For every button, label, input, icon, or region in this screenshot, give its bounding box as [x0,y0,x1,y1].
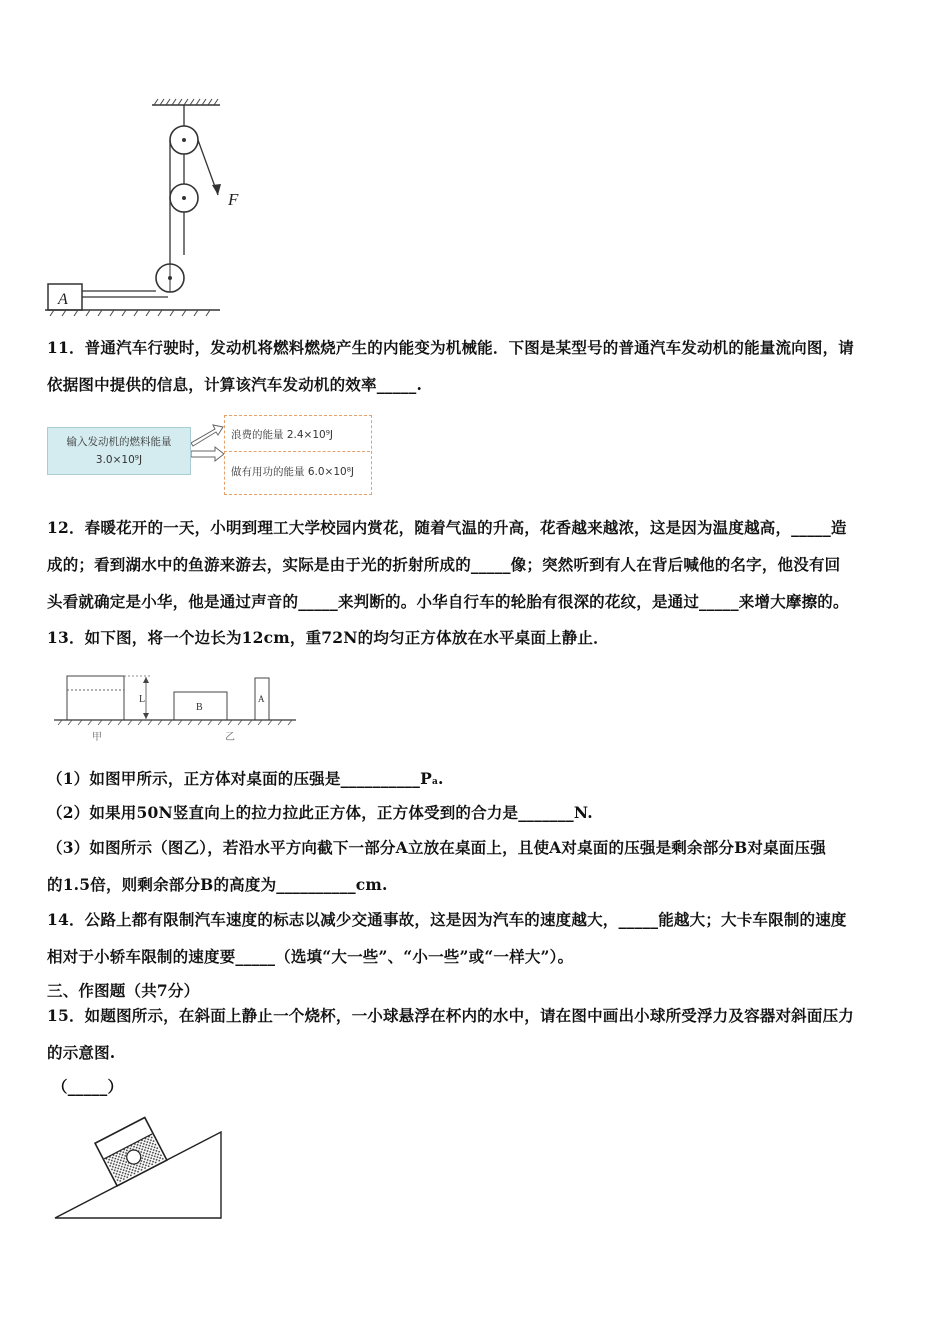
energy-flow-figure [45,413,375,496]
q12-line1: 12．春暖花开的一天，小明到理工大学校园内赏花，随着气温的升高，花香越来越浓，这是因为温度越高，_____造 [47,518,847,537]
q11-line2: 依据图中提供的信息，计算该汽车发动机的效率_____. [47,375,423,394]
q13-part3-line1: （3）如图所示（图乙），若沿水平方向截下一部分A立放在桌面上，且使A对桌面的压强是剩余部分B对桌面压强 [47,838,826,857]
block-label-A: A [258,694,265,704]
q13-part2: （2）如果用50N竖直向上的拉力拉此正方体，正方体受到的合力是_______N. [47,803,593,822]
input-energy-value: 3.0×10⁹J [95,454,143,466]
q13-part1 [47,767,444,789]
section3-heading: 三、作图题（共7分） [47,981,200,1000]
q13-part1-text: （1）如图甲所示，正方体对桌面的压强是__________P [47,769,432,788]
q15-answer-blank[interactable]: （_____） [52,1077,124,1096]
pulley-figure [40,95,270,320]
block-label-B: B [196,702,203,713]
caption-jia: 甲 [92,732,102,743]
q12-line2: 成的；看到湖水中的鱼游来游去，实际是由于光的折射所成的_____像；突然听到有人在背后喊他的名字，他没有回 [47,555,841,574]
q15-line2: 的示意图. [47,1043,116,1062]
q13-stem: 13．如下图，将一个边长为12cm，重72N的均匀正方体放在水平桌面上静止． [47,628,609,647]
q13-part1-end: . [438,769,444,788]
q11-line1: 11．普通汽车行驶时，发动机将燃料燃烧产生的内能变为机械能．下图是某型号的普通汽车发动机的能量流向图，请 [47,338,854,357]
q15-line1: 15．如题图所示，在斜面上静止一个烧杯，一小球悬浮在杯内的水中，请在图中画出小球所受浮力及容器对斜面压力 [47,1006,854,1025]
waste-energy-label: 浪费的能量 2.4×10⁹J [231,429,334,441]
force-label: F [228,190,239,209]
incline-beaker-figure [50,1105,230,1225]
q14-line1: 14．公路上都有限制汽车速度的标志以减少交通事故，这是因为汽车的速度越大，_____能越大；大卡车限制的速度 [47,910,847,929]
q13-part3-line2: 的1.5倍，则剩余部分B的高度为__________cm. [47,875,388,894]
caption-yi: 乙 [225,732,235,743]
energy-arrows [191,421,227,471]
input-energy-box [47,427,191,475]
q13-part1-sub: a [431,777,438,787]
q14-line2: 相对于小轿车限制的速度要_____（选填“大一些”、“小一些”或“一样大”）。 [47,947,574,966]
input-energy-label: 输入发动机的燃料能量 [66,436,172,448]
cube-figure [50,668,310,748]
block-label: A [58,291,68,308]
q12-line3: 头看就确定是小华，他是通过声音的_____来判断的。小华自行车的轮胎有很深的花纹，是通过_____来增大摩擦的。 [47,592,849,611]
dim-label-L: L [139,694,146,705]
useful-energy-label: 做有用功的能量 6.0×10⁸J [231,466,355,478]
